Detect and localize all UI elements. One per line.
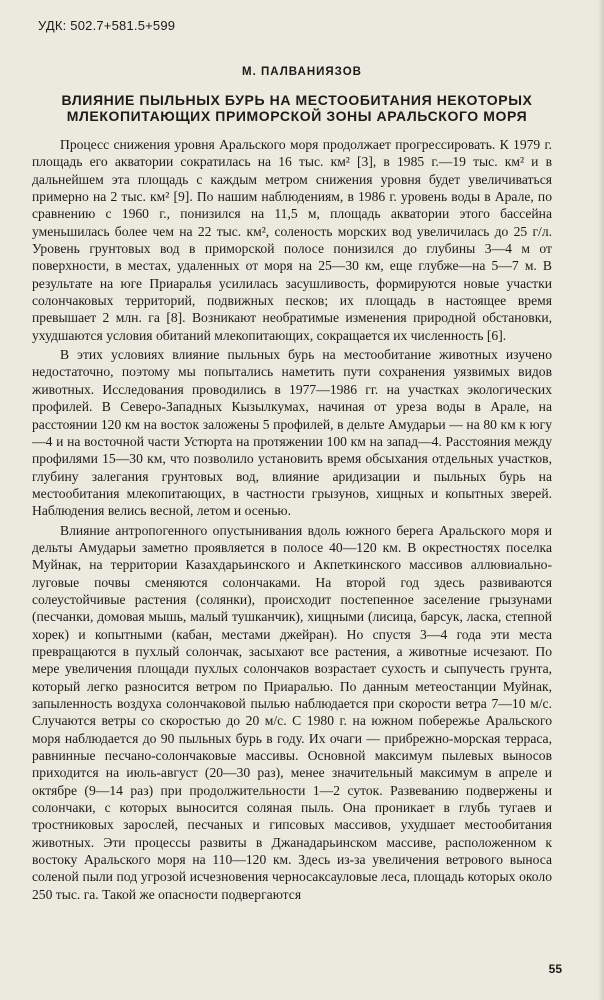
paragraph: Влияние антропогенного опустынивания вдоль южного берега Аральского моря и дельты Амударьи заметно проявляется в полосе 40—120 км. В окрестностях поселка Муйнак, на территории Казахдарьинского и Акпеткинского массивов аллювиально-луговые почвы сменяются солончаками. На второй год здесь развиваются солеустойчивые растения (солянки), происходит постепенное заселение грызунами (песчанки, домовая мышь, малый тушканчик), хищными (лисица, барсук, ласка, степной хорек) и копытными (кабан, местами джейран). Но спустя 3—4 года эти места превращаются в пухлый солончак, засыхают все растения, а животные исчезают. По мере увеличения площади пухлых солончаков возрастает сухость и сыпучесть грунта, который легко разносится ветром по Приаралью. По данным метеостанции Муйнак, запыленность воздуха солончаковой пылью наблюдается при скорости ветра 7—10 м/с. Случаются ветры со скоростью до 20 м/с. С 1980 г. на южном побережье Аральского моря наблюдается до 90 пыльных бурь в году. Их очаги — прибрежно-морская терраса, равнинные песчано-солончаковые массивы. Основной максимум пылевых выносов приходится на июль-август (20—30 раз), менее значительный максимум в апреле и октябре (9—14 раз) при продолжительности 1—2 суток. Развеванию подвержены и солончаки, с которых выносится соляная пыль. Она проникает в глубь тугаев и тростниковых зарослей, песчаных и гипсовых массивов, ухудшает местообитания животных. Эти процессы развиты в Джанадарьинском массиве, расположенном к востоку Аральского моря на 110—120 км. Здесь из-за увеличения ветрового выноса соленой пыли под угрозой исчезновения черносаксауловые леса, площадь которых около 250 тыс. га. Такой же опасности подвергаются — [32, 522, 552, 902]
page-number: 55 — [548, 962, 562, 976]
article-title: ВЛИЯНИЕ ПЫЛЬНЫХ БУРЬ НА МЕСТООБИТАНИЯ НЕКОТОРЫХ МЛЕКОПИТАЮЩИХ ПРИМОРСКОЙ ЗОНЫ АРАЛЬСКОГО МОРЯ — [61, 92, 533, 124]
paragraph: Процесс снижения уровня Аральского моря продолжает прогрессировать. К 1979 г. площадь его акватории сократилась на 16 тыс. км² [3], в 1985 г.—19 тыс. км² и в дальнейшем эта площадь с каждым метром снижения уровня будет увеличиваться примерно на 2 тыс. км² [9]. По нашим наблюдениям, в 1986 г. уровень воды в Арале, по сравнению с 1960 г., понизился на 11,5 м, площадь акватории этого бассейна уменьшилась более чем на 22 тыс. км², соленость морских вод увеличилась до 25 г/л. Уровень грунтовых вод в приморской полосе понизился до глубины 3—4 м от поверхности, в местах, удаленных от моря на 25—30 км, еще глубже—на 5—7 м. В результате на юге Приаралья усилилась засушливость, формируются новые участки солончаковых территорий, подвижных песков; их площадь в настоящее время превышает 2 млн. га [8]. Возникают необратимые изменения природной обстановки, ухудшаются условия обитаний млекопитающих, сокращается их численность [6]. — [32, 137, 552, 343]
paragraph: В этих условиях влияние пыльных бурь на местообитание животных изучено недостаточно, поэтому мы попытались наметить пути сохранения уязвимых видов животных. Исследования проводились в 1977—1986 гг. на участках экологических профилей. В Северо-Западных Кызылкумах, начиная от уреза воды в Арале, на расстоянии 120 км на восток заложены 5 профилей, в дельте Амударьи — на 80 км к югу—4 и на восточной части Устюрта на протяжении 100 км на запад—4. Расстояния между профилями 15—30 км, что позволило установить время обсыхания отдельных участков, глубину залегания грунтовых вод, влияние аридизации и пыльных бурь на местообитания млекопитающих, в частности грызунов, хищных и копытных зверей. Наблюдения велись весной, летом и осенью. — [32, 347, 552, 519]
article-author: М. ПАЛВАНИЯЗОВ — [242, 66, 362, 78]
page-edge-shadow — [598, 0, 604, 1000]
article-body — [32, 136, 552, 905]
udk-classification: УДК: 502.7+581.5+599 — [38, 18, 176, 33]
